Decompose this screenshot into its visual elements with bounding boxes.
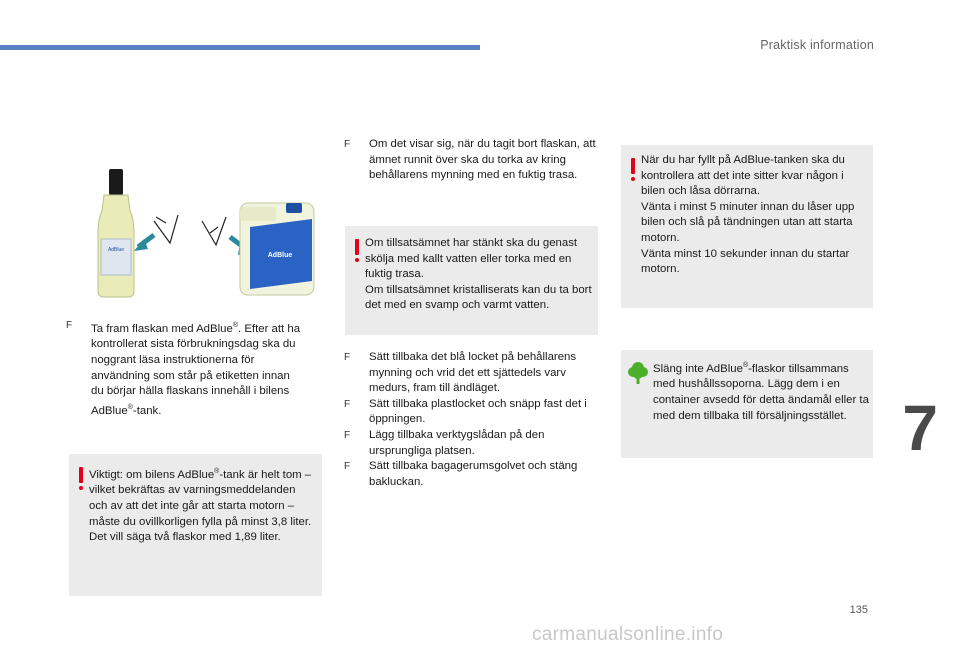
step-fetch-bottle: F Ta fram flaskan med AdBlue®. Efter att ha kontrollerat sista förbrukningsdag ska du noggrant läsa instruktionerna för användning som står på etiketten innan du börjar hälla flaskans innehåll i bilens AdBlue®-tank. xyxy=(66,320,301,417)
warning-box-after-refill xyxy=(621,145,873,308)
warning-text: Viktigt: om bilens AdBlue®-tank är helt tom – vilket bekräftas av varningsmeddelanden och av att det inte går att starta motorn – måste du ovillkorligen fylla på minst 3,8 liter. Det vill säga två flaskor med 1,89 liter. xyxy=(89,468,312,544)
warning-text: Om tillsatsämnet har stänkt ska du genast skölja med kallt vatten eller torka med en fuktig trasa. Om tillsatsämnet kristalliserats kan du ta bort det med en svamp och varmt vatten. xyxy=(365,237,592,312)
warning-box-empty-tank xyxy=(69,454,322,596)
warning-box-splash xyxy=(345,226,598,335)
chapter-number: 7 xyxy=(902,392,938,464)
list-item: F Sätt tillbaka det blå locket på behållarens mynning och vrid det ett sjättedels varv medurs, fram till ändläget. xyxy=(344,351,577,395)
adblue-can-icon xyxy=(240,203,314,295)
bullet-marker: F xyxy=(344,139,351,150)
eco-box-disposal xyxy=(621,350,873,458)
header-accent-bar xyxy=(0,45,480,50)
adblue-bottle-icon xyxy=(98,169,134,297)
section-title: Praktisk information xyxy=(760,38,874,52)
list-item: F Lägg tillbaka verktygslådan på den ursprungliga platsen. xyxy=(344,428,545,457)
list-item: F Sätt tillbaka bagagerumsgolvet och stäng bakluckan. xyxy=(344,460,578,488)
step-wipe-spill: F Om det visar sig, när du tagit bort flaskan, att ämnet runnit över ska du torka av kring behållarens mynning med en fuktig trasa. xyxy=(344,138,596,182)
page-number: 135 xyxy=(849,604,868,616)
adblue-refill-illustration xyxy=(90,163,322,303)
bullet-marker: F xyxy=(66,320,73,331)
tree-eco-icon xyxy=(627,360,649,384)
warning-text: När du har fyllt på AdBlue-tanken ska du kontrollera att det inte sitter kvar någon i bilen och låsa dörrarna. Vänta i minst 5 minuter innan du låser upp bilen och slå på tändningen utan att starta motorn. Vänta minst 10 sekunder innan du startar motorn. xyxy=(641,154,855,276)
bottle-label: AdBlue xyxy=(107,247,125,253)
watermark: carmanualsonline.info xyxy=(532,624,724,645)
eco-text: Släng inte AdBlue®-flaskor tillsammans med hushållssoporna. Lägg dem i en container avsedd för detta ändamål eller ta med dem tillbaka till försäljningsstället. xyxy=(653,362,869,422)
list-item: F Sätt tillbaka plastlocket och snäpp fast det i öppningen. xyxy=(344,397,587,426)
closing-steps-list xyxy=(344,350,600,490)
can-label: AdBlue xyxy=(267,252,293,259)
